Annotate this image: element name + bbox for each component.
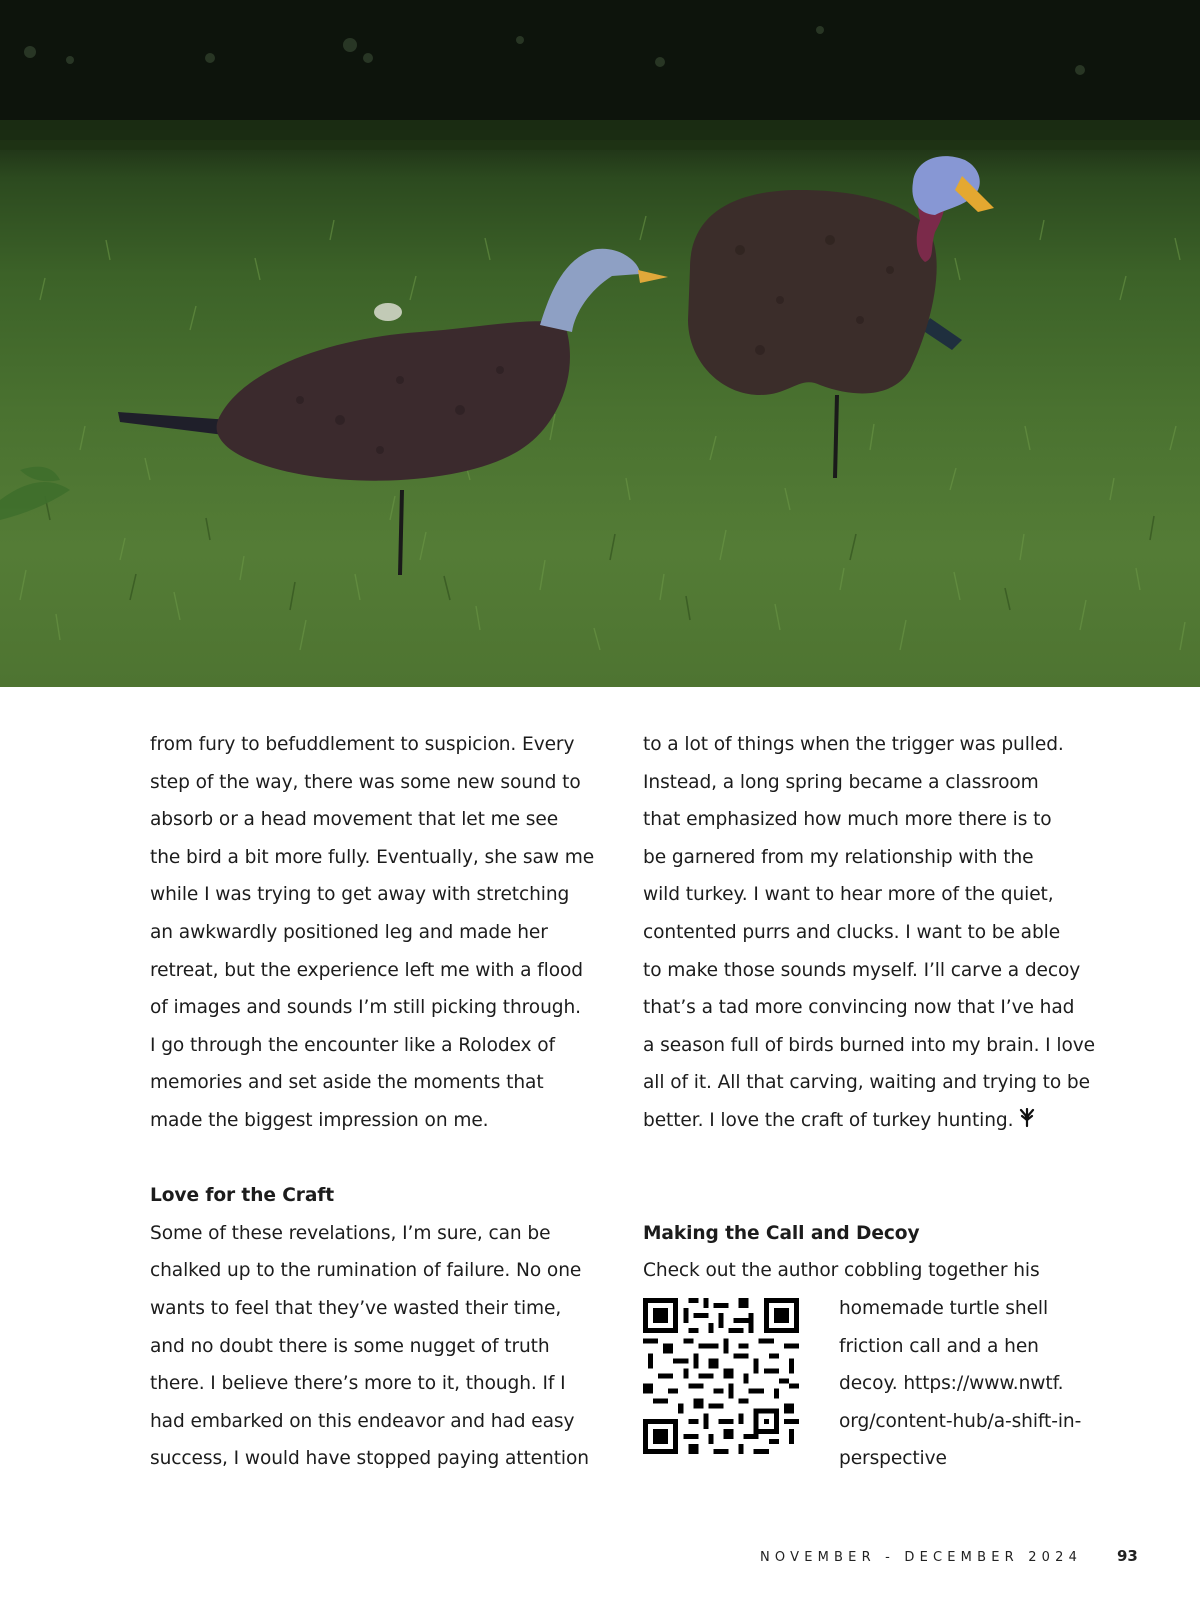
text-line: I go through the encounter like a Rolodex of <box>150 1034 555 1056</box>
text-line: that emphasized how much more there is to <box>643 809 1052 831</box>
tom-decoy <box>688 156 994 478</box>
right-paragraph-1 <box>643 726 1093 1140</box>
callout-intro: Check out the author cobbling together his <box>643 1260 1040 1282</box>
callout-text <box>839 1290 1099 1478</box>
text-line: homemade turtle shell <box>839 1297 1049 1319</box>
hen-decoy <box>118 249 668 575</box>
text-line: to a lot of things when the trigger was pulled. <box>643 734 1064 755</box>
text-line: the bird a bit more fully. Eventually, she saw me <box>150 846 595 868</box>
text-line: wants to feel that they’ve wasted their time, <box>150 1297 562 1319</box>
text-line: retreat, but the experience left me with a flood <box>150 959 583 981</box>
text-line: all of it. All that carving, waiting and trying to be <box>643 1072 1090 1094</box>
text-line: an awkwardly positioned leg and made her <box>150 921 548 943</box>
left-column <box>150 726 600 1478</box>
left-paragraph-1 <box>150 726 600 1140</box>
video-callout <box>643 1290 1093 1470</box>
text-line: there. I believe there’s more to it, though. If I <box>150 1373 566 1395</box>
url-line[interactable]: perspective <box>839 1448 947 1470</box>
text-line: to make those sounds myself. I’ll carve a decoy <box>643 959 1081 981</box>
text-line: of images and sounds I’m still picking through. <box>150 997 581 1019</box>
treeline <box>0 0 1200 140</box>
url-line[interactable]: decoy. https://www.nwtf. <box>839 1373 1064 1395</box>
text-line: be garnered from my relationship with the <box>643 846 1034 868</box>
text-line: that’s a tad more convincing now that I’ve had <box>643 997 1075 1019</box>
text-line: success, I would have stopped paying attention <box>150 1448 589 1470</box>
right-column <box>643 726 1095 1470</box>
callout-subhead: Making the Call and Decoy <box>643 1222 920 1244</box>
paragraph-gap <box>150 1140 600 1178</box>
section-subhead: Love for the Craft <box>150 1185 335 1207</box>
text-line-last <box>643 1102 1093 1140</box>
text-line: friction call and a hen <box>839 1335 1039 1357</box>
text-line: step of the way, there was some new sound to <box>150 771 581 793</box>
paragraph-gap <box>643 1177 1093 1215</box>
text-line: had embarked on this endeavor and had easy <box>150 1410 575 1432</box>
text-line: Some of these revelations, I’m sure, can be <box>150 1222 551 1244</box>
text-line: Instead, a long spring became a classroom <box>643 771 1039 793</box>
text-line: a season full of birds burned into my brain. I love <box>643 1034 1095 1056</box>
text-line: wild turkey. I want to hear more of the quiet, <box>643 884 1054 906</box>
page-number: 93 <box>1117 1547 1138 1565</box>
url-line[interactable]: org/content-hub/a-shift-in- <box>839 1410 1082 1432</box>
left-paragraph-2 <box>150 1215 600 1478</box>
decoy-photo-illustration <box>0 0 1200 687</box>
text-line: memories and set aside the moments that <box>150 1072 544 1094</box>
turkey-track-end-mark-icon <box>1017 1108 1037 1128</box>
text-line: chalked up to the rumination of failure. No one <box>150 1260 582 1282</box>
text-line: made the biggest impression on me. <box>150 1109 489 1131</box>
text-line: absorb or a head movement that let me see <box>150 809 559 831</box>
text-line: contented purrs and clucks. I want to be able <box>643 921 1061 943</box>
issue-date: NOVEMBER - DECEMBER 2024 <box>760 1550 1083 1565</box>
text-line: while I was trying to get away with stretching <box>150 884 570 906</box>
text-line: and no doubt there is some nugget of truth <box>150 1335 550 1357</box>
paragraph-gap <box>643 1140 1093 1178</box>
text-line: better. I love the craft of turkey hunting. <box>643 1109 1014 1131</box>
text-line: from fury to befuddlement to suspicion. Every <box>150 734 575 755</box>
hero-photo <box>0 0 1200 687</box>
qr-code-icon[interactable] <box>643 1298 799 1454</box>
